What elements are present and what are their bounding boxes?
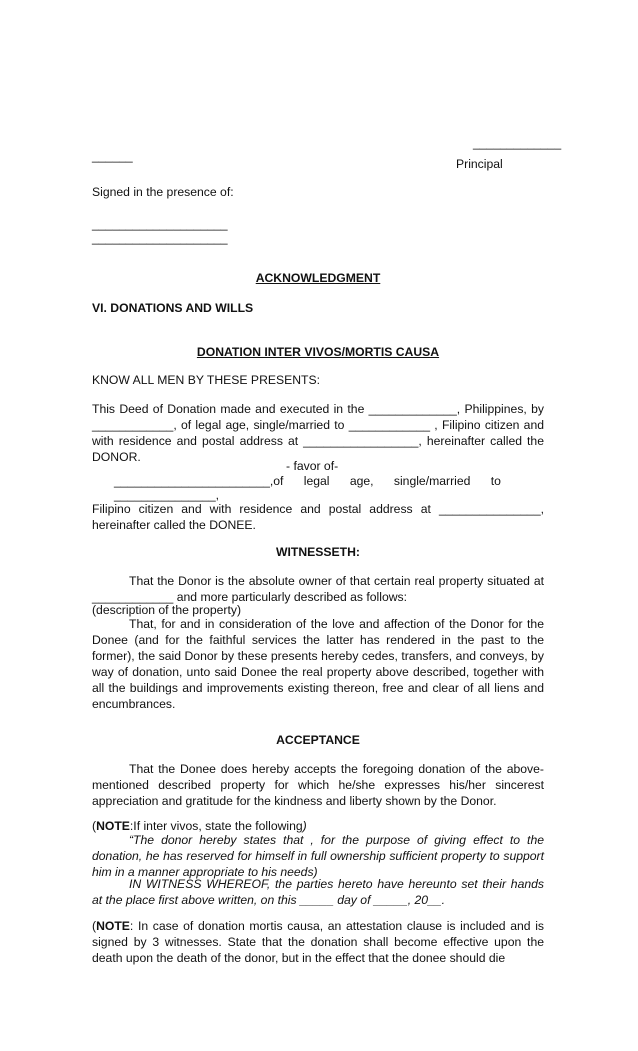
description-note: (description of the property)	[92, 603, 242, 617]
acknowledgment-heading: ACKNOWLEDGMENT	[255, 271, 381, 285]
favor-of: - favor of-	[286, 459, 339, 473]
donee-line-2: _______________,	[114, 488, 220, 502]
signed-presence-label: Signed in the presence of:	[92, 185, 234, 199]
witnesseth-paragraph-1: That the Donor is the absolute owner of that certain real property situated at ____________ and more particularly described as follows:	[92, 574, 544, 604]
know-all-men: KNOW ALL MEN BY THESE PRESENTS:	[92, 373, 321, 387]
note-1-witness-whereof: IN WITNESS WHEREOF, the parties hereto have hereunto set their hands at the place first above written, on this _____ day of _____, 20__.	[92, 877, 544, 907]
note-1-label: NOTE	[96, 819, 130, 833]
note-2-label: NOTE	[96, 919, 130, 933]
left-signature-line: ______	[92, 149, 133, 163]
note-1-close-paren: )	[302, 819, 307, 833]
witnesseth-paragraph-2: That, for and in consideration of the love and affection of the Donor for the Donee (and for the faithful services the latter has rendered in the past to the former), the said Donor by these presents hereby cedes, transfers, and conveys, by way of donation, unto said Donee the real property above described, together with all the buildings and improvements existing thereon, free and clear of all liens and encumbrances.	[92, 617, 544, 711]
note-1-text: :If inter vivos, state the following	[129, 819, 303, 833]
witnesseth-heading: WITNESSETH:	[276, 545, 360, 559]
deed-paragraph: This Deed of Donation made and executed in the _____________, Philippines, by ____________, of legal age, single/married to ____________ , Filipino citizen and with residence and postal address at _________________, hereinafter called the DONOR.	[92, 402, 544, 464]
acceptance-paragraph: That the Donee does hereby accepts the foregoing donation of the above-mentioned described property for which he/she expresses his/her sincerest appreciation and gratitude for the kindness and liberty shown by the Donor.	[92, 762, 544, 808]
note-1-open-paren: (	[92, 819, 97, 833]
document-title: DONATION INTER VIVOS/MORTIS CAUSA	[196, 345, 440, 359]
section-heading: VI. DONATIONS AND WILLS	[92, 301, 254, 315]
witness-line-1: ____________________	[92, 217, 228, 231]
document-page	[92, 0, 562, 1051]
principal-signature-line: _____________	[473, 136, 562, 150]
witness-line-2: ____________________	[92, 231, 228, 245]
note-2-open-paren: (	[92, 919, 97, 933]
note-2-text: : In case of donation mortis causa, an attestation clause is included and is signed by 3 witnesses. State that the donation shall become effective upon the death upon the death of the donor, but in the effect that the donee should die	[92, 919, 544, 965]
donee-line-3: Filipino citizen and with residence and postal address at _______________, hereinafter called the DONEE.	[92, 502, 544, 532]
note-1-quote: “The donor hereby states that , for the purpose of giving effect to the donation, he has reserved for himself in full ownership sufficient property to support him in a manner appropriate to his needs)	[92, 833, 544, 879]
acceptance-heading: ACCEPTANCE	[276, 733, 360, 747]
principal-label: Principal	[456, 157, 503, 171]
note-2-paragraph	[92, 918, 544, 966]
donee-line-1: _______________________,of legal age, single/married to	[114, 474, 501, 488]
